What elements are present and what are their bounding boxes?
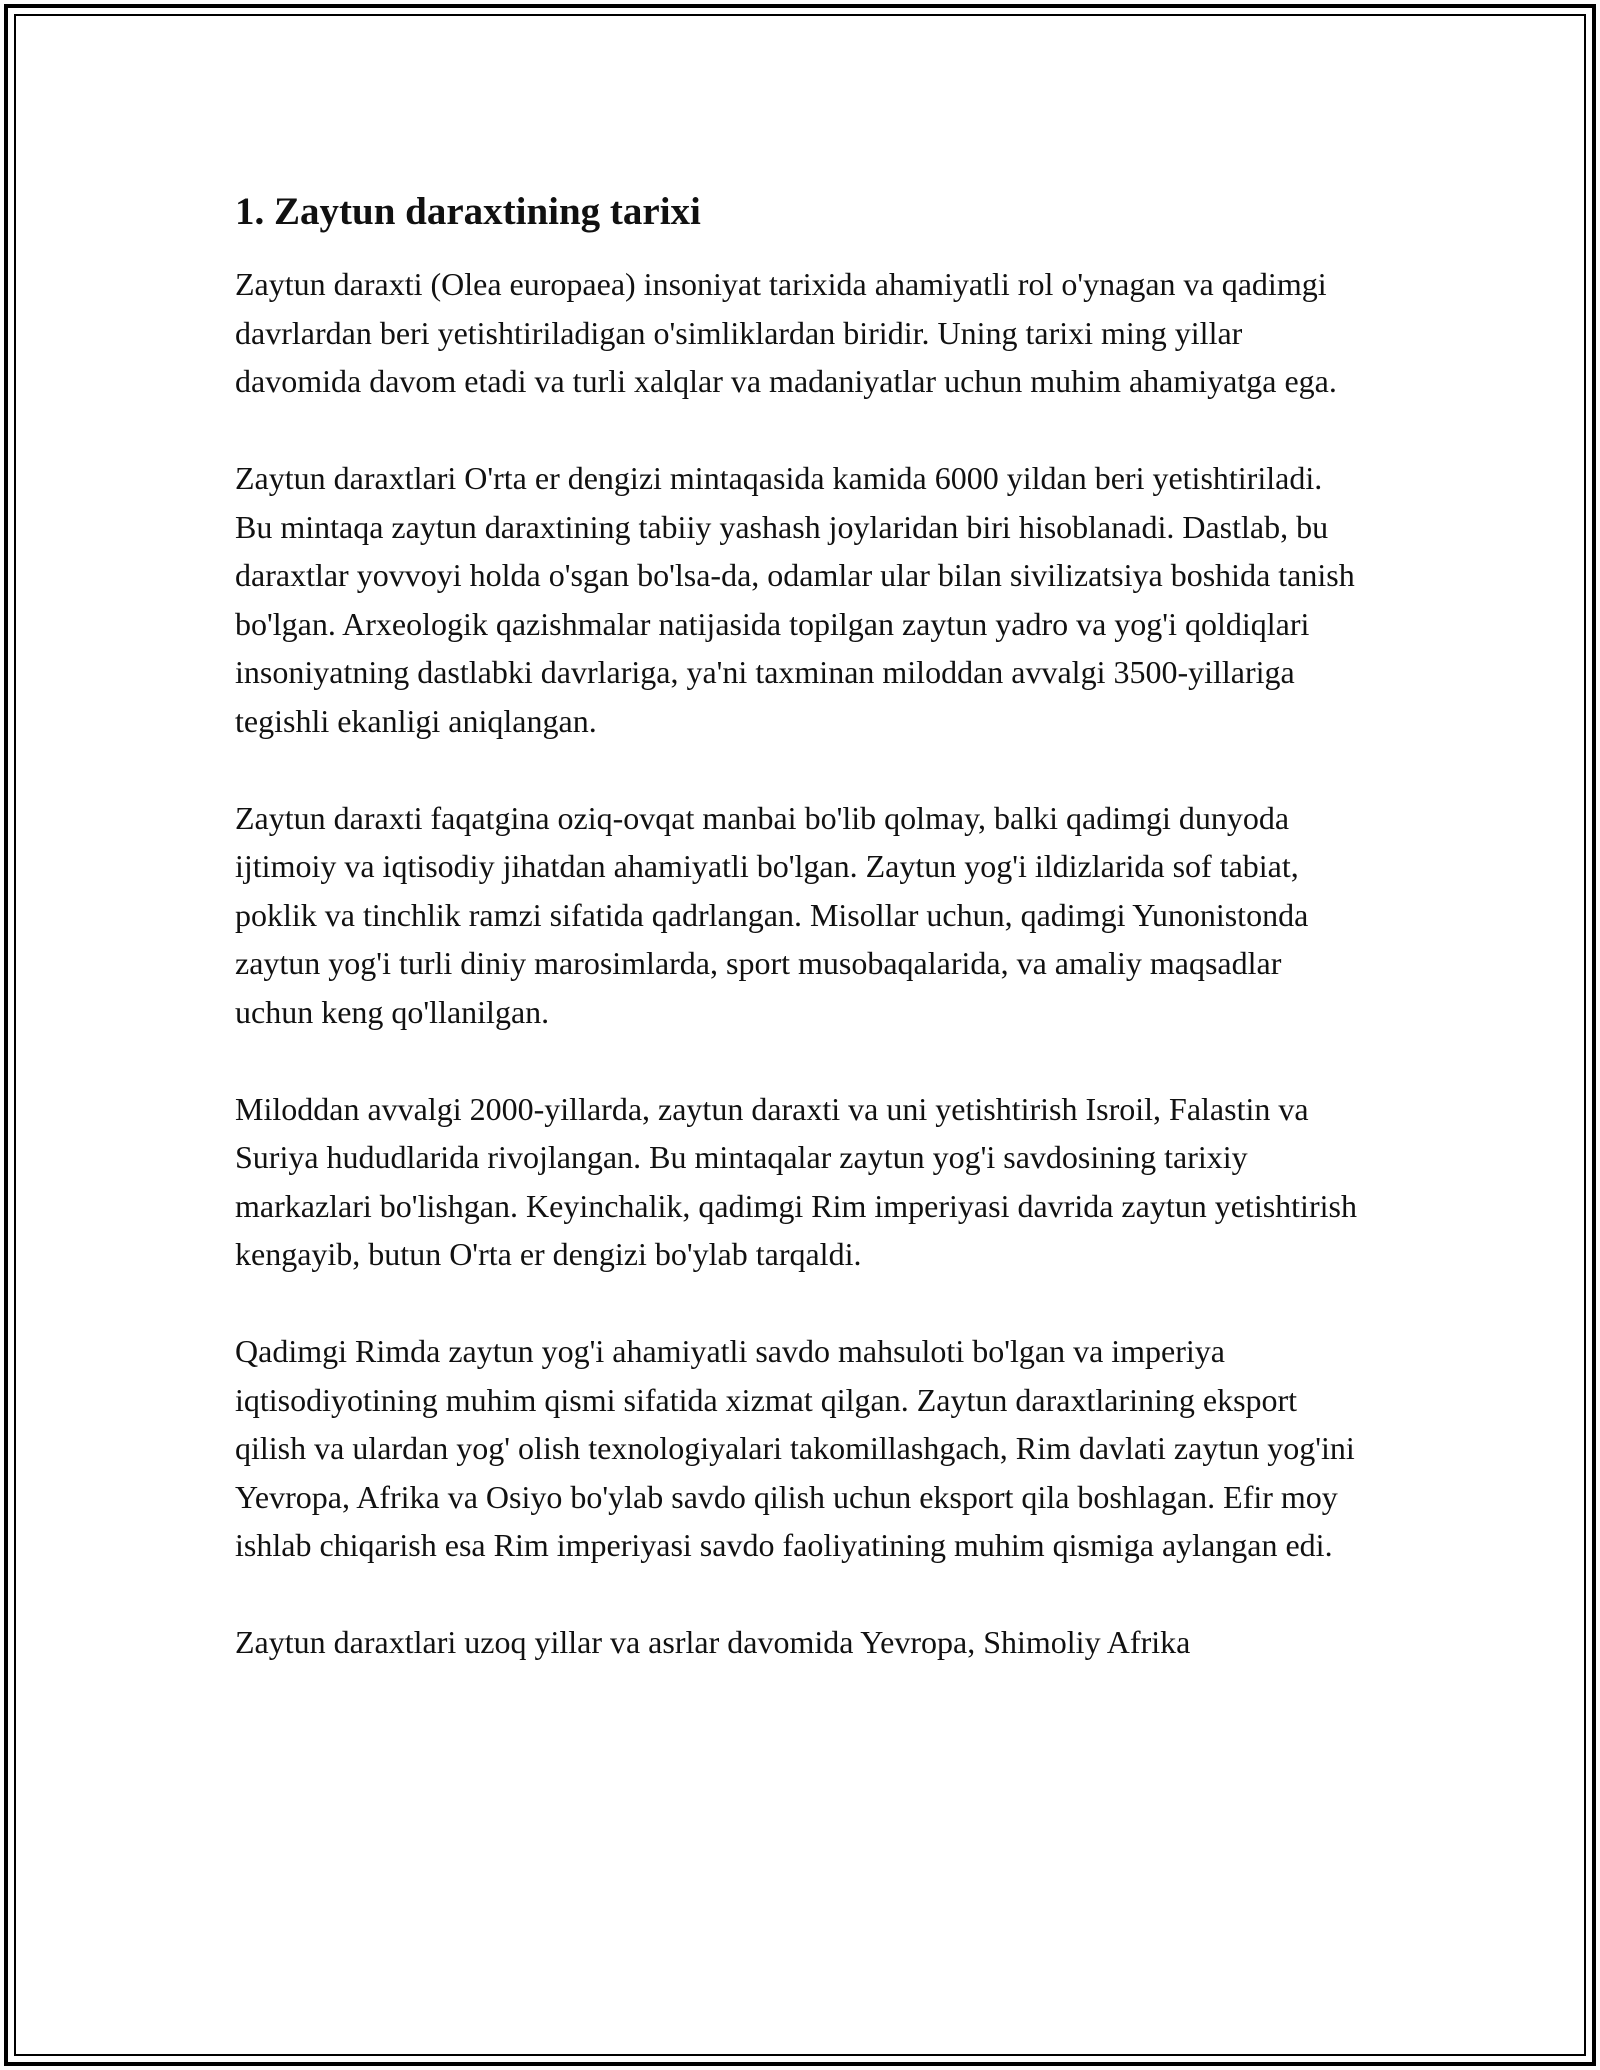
paragraph-2: Zaytun daraxtlari O'rta er dengizi mintaqasida kamida 6000 yildan beri yetishtiriladi. Bu mintaqa zaytun daraxtining tabiiy yashash joylaridan biri hisoblanadi. Dastlab, bu daraxtlar yovvoyi holda o'sgan bo'lsa-da, odamlar ular bilan sivilizatsiya boshida tanish bo'lgan. Arxeologik qazishmalar natijasida topilgan zaytun yadro va yog'i qoldiqlari insoniyatning dastlabki davrlariga, ya'ni taxminan miloddan avvalgi 3500-yillariga tegishli ekanligi aniqlangan. bbox=[235, 460, 1355, 739]
paragraph-4: Miloddan avvalgi 2000-yillarda, zaytun daraxti va uni yetishtirish Isroil, Falastin va Suriya hududlarida rivojlangan. Bu mintaqalar zaytun yog'i savdosining tarixiy markazlari bo'lishgan. Keyinchalik, qadimgi Rim imperiyasi davrida zaytun yetishtirish kengayib, butun O'rta er dengizi bo'ylab tarqaldi. bbox=[235, 1090, 1357, 1272]
paragraph-1: Zaytun daraxti (Olea europaea) insoniyat tarixida ahamiyatli rol o'ynagan va qadimgi davrlardan beri yetishtiriladigan o'simliklardan biridir. Uning tarixi ming yillar davomida davom etadi va turli xalqlar va madaniyatlar uchun muhim ahamiyatga ega. bbox=[235, 266, 1337, 399]
paragraph-5: Qadimgi Rimda zaytun yog'i ahamiyatli savdo mahsuloti bo'lgan va imperiya iqtisodiyotining muhim qismi sifatida xizmat qilgan. Zaytun daraxtlarining eksport qilish va ulardan yog' olish texnologiyalari takomillashgach, Rim davlati zaytun yog'ini Yevropa, Afrika va Osiyo bo'ylab savdo qilish uchun eksport qila boshlagan. Efir moy ishlab chiqarish esa Rim imperiyasi savdo faoliyatining muhim qismiga aylangan edi. bbox=[235, 1333, 1355, 1563]
section-title: 1. Zaytun daraxtining tarixi bbox=[235, 190, 701, 233]
paragraph-6: Zaytun daraxtlari uzoq yillar va asrlar davomida Yevropa, Shimoliy Afrika bbox=[235, 1624, 1191, 1660]
document-body bbox=[235, 186, 1365, 1715]
paragraph-3: Zaytun daraxti faqatgina oziq-ovqat manbai bo'lib qolmay, balki qadimgi dunyoda ijtimoiy va iqtisodiy jihatdan ahamiyatli bo'lgan. Zaytun yog'i ildizlarida sof tabiat, poklik va tinchlik ramzi sifatida qadrlangan. Misollar uchun, qadimgi Yunonistonda zaytun yog'i turli diniy marosimlarda, sport musobaqalarida, va amaliy maqsadlar uchun keng qo'llanilgan. bbox=[235, 799, 1309, 1030]
